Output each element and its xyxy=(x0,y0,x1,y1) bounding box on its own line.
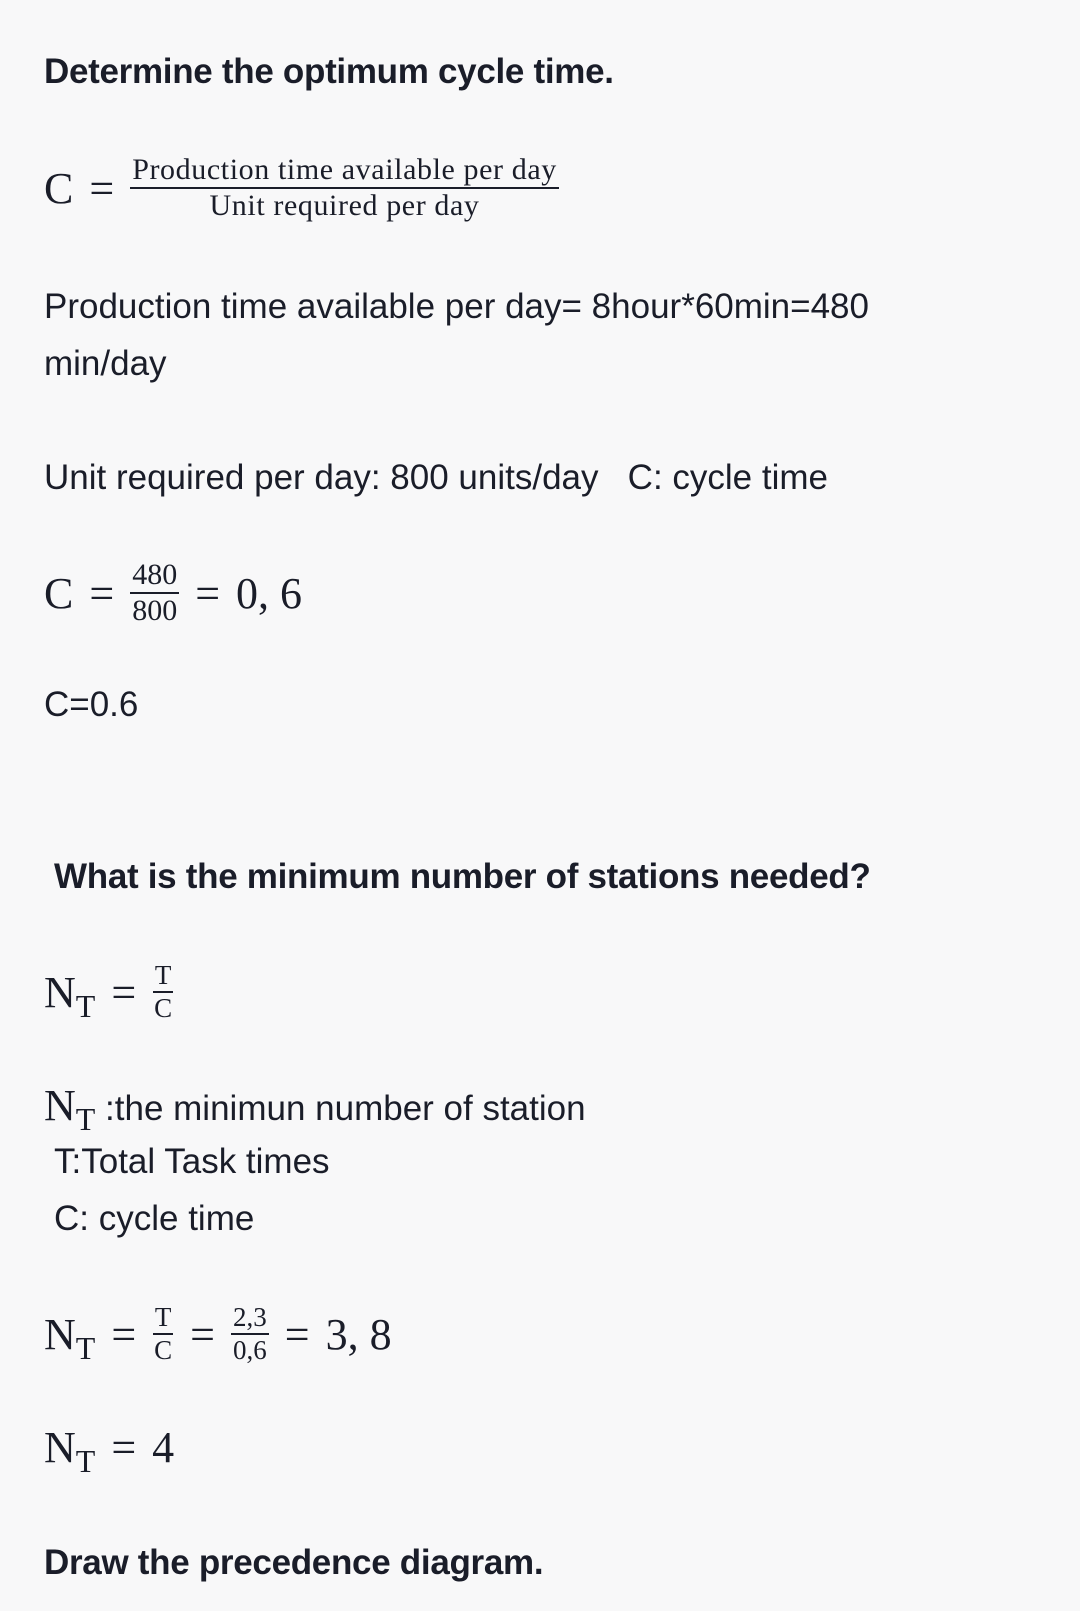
formula-lhs xyxy=(44,967,96,1024)
fraction-numerator: Production time available per day xyxy=(130,155,559,189)
production-time-paragraph: Production time available per day= 8hour*60min=480 min/day xyxy=(44,287,869,383)
final-lhs xyxy=(44,1422,96,1479)
stations-calculation xyxy=(44,1304,392,1364)
fraction-numerator: 2,3 xyxy=(231,1304,269,1335)
fraction-denominator: 0,6 xyxy=(233,1335,267,1365)
cycle-time-formula xyxy=(44,155,559,221)
equals-sign: = xyxy=(111,1309,137,1359)
fraction-numerator: T xyxy=(153,1304,174,1335)
fraction-denominator: Unit required per day xyxy=(209,189,480,222)
cycle-time-result: C=0.6 xyxy=(44,685,139,724)
heading-minimum-stations: What is the minimum number of stations needed? xyxy=(54,857,871,896)
subscript-t: T xyxy=(75,987,96,1024)
heading-precedence-diagram: Draw the precedence diagram. xyxy=(44,1543,544,1582)
formula-lhs: C xyxy=(44,163,74,213)
fraction-denominator: C xyxy=(154,1335,173,1365)
definition-c: C: cycle time xyxy=(54,1199,255,1238)
fraction-denominator: 800 xyxy=(132,594,178,627)
final-value: 4 xyxy=(152,1423,175,1472)
equals-sign: = xyxy=(284,1309,310,1359)
cycle-time-fraction xyxy=(130,155,559,221)
cycle-time-calculation xyxy=(44,560,302,626)
n-symbol: N xyxy=(44,1309,76,1359)
subscript-t: T xyxy=(75,1443,96,1479)
calc-fraction-tc xyxy=(152,1304,174,1364)
n-symbol: N xyxy=(44,1081,76,1130)
definition-nt xyxy=(44,1077,586,1138)
nt-symbol xyxy=(44,1081,96,1137)
stations-final xyxy=(44,1422,175,1479)
calc-result: 3, 8 xyxy=(325,1309,392,1359)
equals-sign: = xyxy=(111,967,137,1017)
calc-lhs xyxy=(44,1309,96,1366)
equals-sign: = xyxy=(190,1309,215,1359)
definition-nt-text: :the minimun number of station xyxy=(95,1089,586,1128)
stations-formula xyxy=(44,962,174,1022)
equals-sign: = xyxy=(89,568,115,618)
heading-optimum-cycle-time: Determine the optimum cycle time. xyxy=(44,52,614,91)
fraction-numerator: 480 xyxy=(130,560,179,594)
subscript-t: T xyxy=(75,1101,96,1137)
unit-required-paragraph: Unit required per day: 800 units/day C: cycle time xyxy=(44,458,828,497)
definition-t: T:Total Task times xyxy=(54,1142,330,1181)
equals-sign: = xyxy=(195,568,221,618)
calc-fraction-values xyxy=(231,1304,269,1364)
calc-lhs: C xyxy=(44,568,74,618)
fraction-numerator: T xyxy=(153,962,174,993)
equals-sign: = xyxy=(89,163,115,213)
equals-sign: = xyxy=(111,1423,137,1472)
n-symbol: N xyxy=(44,1423,76,1472)
fraction-denominator: C xyxy=(154,993,173,1023)
n-symbol: N xyxy=(44,967,76,1017)
calc-result: 0, 6 xyxy=(236,568,303,618)
stations-fraction xyxy=(152,962,174,1022)
calc-fraction xyxy=(130,560,179,626)
subscript-t: T xyxy=(75,1329,96,1366)
